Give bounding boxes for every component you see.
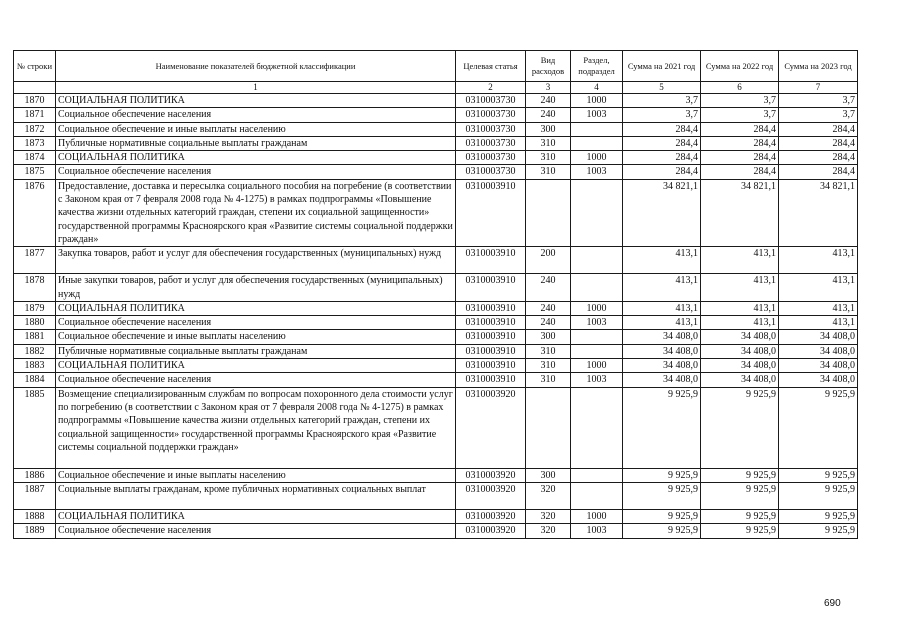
cell-sum-2023: 413,1	[779, 274, 858, 302]
budget-table	[13, 50, 858, 539]
cell-section: 1000	[571, 301, 623, 315]
table-body	[14, 94, 858, 539]
column-number: 4	[571, 82, 623, 94]
cell-sum-2022: 413,1	[701, 274, 779, 302]
cell-sum-2023: 3,7	[779, 94, 858, 108]
cell-sum-2022: 9 925,9	[701, 524, 779, 538]
cell-sum-2023: 34 408,0	[779, 330, 858, 344]
cell-expense-type: 320	[526, 482, 571, 509]
cell-expense-type	[526, 179, 571, 246]
cell-name: СОЦИАЛЬНАЯ ПОЛИТИКА	[56, 151, 456, 165]
cell-sum-2022: 3,7	[701, 94, 779, 108]
cell-row-no: 1882	[14, 344, 56, 358]
cell-row-no: 1879	[14, 301, 56, 315]
cell-section: 1003	[571, 524, 623, 538]
header-sum-2022: Сумма на 2022 год	[701, 51, 779, 82]
table-row	[14, 247, 858, 274]
table-row	[14, 373, 858, 387]
cell-row-no: 1883	[14, 359, 56, 373]
table-row	[14, 330, 858, 344]
cell-sum-2021: 9 925,9	[623, 482, 701, 509]
cell-name: Возмещение специализированным службам по вопросам похоронного дела стоимости услуг по погребению (в соответствии с Законом края от 7 февраля 2008 года № 4-1275) в рамках подпрограммы «Повышение качества жизни отдельных категорий граждан, степени их социальной защищенности» государственной программы Красноярского края «Развитие системы социальной поддержки граждан»	[56, 387, 456, 468]
cell-row-no: 1870	[14, 94, 56, 108]
cell-row-no: 1873	[14, 136, 56, 150]
cell-sum-2022: 413,1	[701, 301, 779, 315]
table-row	[14, 316, 858, 330]
cell-sum-2023: 34 821,1	[779, 179, 858, 246]
cell-sum-2022: 34 408,0	[701, 359, 779, 373]
table-row	[14, 344, 858, 358]
table-row	[14, 165, 858, 179]
column-number: 1	[56, 82, 456, 94]
cell-section	[571, 247, 623, 274]
column-number-empty	[14, 82, 56, 94]
cell-section: 1003	[571, 108, 623, 122]
cell-expense-type: 200	[526, 247, 571, 274]
cell-expense-type	[526, 387, 571, 468]
cell-sum-2023: 413,1	[779, 316, 858, 330]
cell-name: Публичные нормативные социальные выплаты гражданам	[56, 344, 456, 358]
cell-sum-2021: 34 408,0	[623, 373, 701, 387]
cell-section	[571, 468, 623, 482]
cell-name: Закупка товаров, работ и услуг для обеспечения государственных (муниципальных) нужд	[56, 247, 456, 274]
cell-sum-2021: 9 925,9	[623, 468, 701, 482]
cell-sum-2023: 9 925,9	[779, 468, 858, 482]
cell-expense-type: 310	[526, 136, 571, 150]
table-row	[14, 151, 858, 165]
cell-section: 1003	[571, 373, 623, 387]
cell-section	[571, 482, 623, 509]
table-row	[14, 179, 858, 246]
cell-sum-2021: 3,7	[623, 108, 701, 122]
cell-sum-2022: 413,1	[701, 316, 779, 330]
cell-section	[571, 122, 623, 136]
header-section: Раздел, подраздел	[571, 51, 623, 82]
table-row	[14, 387, 858, 468]
table-row	[14, 136, 858, 150]
cell-section	[571, 387, 623, 468]
cell-sum-2022: 34 408,0	[701, 330, 779, 344]
cell-sum-2021: 413,1	[623, 301, 701, 315]
cell-sum-2023: 9 925,9	[779, 387, 858, 468]
cell-target: 0310003730	[456, 136, 526, 150]
cell-sum-2021: 9 925,9	[623, 509, 701, 523]
cell-target: 0310003910	[456, 179, 526, 246]
cell-target: 0310003910	[456, 247, 526, 274]
cell-name: СОЦИАЛЬНАЯ ПОЛИТИКА	[56, 94, 456, 108]
cell-section: 1000	[571, 359, 623, 373]
cell-sum-2023: 284,4	[779, 165, 858, 179]
cell-target: 0310003920	[456, 524, 526, 538]
cell-sum-2023: 284,4	[779, 122, 858, 136]
column-number: 6	[701, 82, 779, 94]
cell-section: 1000	[571, 94, 623, 108]
cell-row-no: 1880	[14, 316, 56, 330]
cell-target: 0310003730	[456, 108, 526, 122]
cell-sum-2021: 34 408,0	[623, 330, 701, 344]
cell-sum-2022: 3,7	[701, 108, 779, 122]
cell-target: 0310003920	[456, 482, 526, 509]
cell-sum-2023: 413,1	[779, 247, 858, 274]
cell-expense-type: 240	[526, 94, 571, 108]
cell-expense-type: 320	[526, 524, 571, 538]
cell-expense-type: 320	[526, 509, 571, 523]
header-sum-2023: Сумма на 2023 год	[779, 51, 858, 82]
cell-sum-2021: 284,4	[623, 136, 701, 150]
cell-sum-2021: 34 408,0	[623, 344, 701, 358]
cell-row-no: 1875	[14, 165, 56, 179]
cell-sum-2021: 34 408,0	[623, 359, 701, 373]
table-row	[14, 122, 858, 136]
cell-target: 0310003730	[456, 165, 526, 179]
cell-expense-type: 240	[526, 301, 571, 315]
cell-expense-type: 310	[526, 151, 571, 165]
cell-target: 0310003910	[456, 330, 526, 344]
cell-target: 0310003910	[456, 359, 526, 373]
cell-row-no: 1881	[14, 330, 56, 344]
cell-name: СОЦИАЛЬНАЯ ПОЛИТИКА	[56, 359, 456, 373]
cell-expense-type: 300	[526, 468, 571, 482]
column-number: 5	[623, 82, 701, 94]
cell-name: Предоставление, доставка и пересылка социального пособия на погребение (в соответствии с Законом края от 7 февраля 2008 года № 4-1275) в рамках подпрограммы «Повышение качества жизни отдельных категорий граждан, степени их социальной защищенности» государственной программы Красноярского края «Развитие системы социальной поддержки граждан»	[56, 179, 456, 246]
cell-expense-type: 310	[526, 344, 571, 358]
cell-sum-2021: 284,4	[623, 151, 701, 165]
column-number: 7	[779, 82, 858, 94]
cell-sum-2021: 9 925,9	[623, 524, 701, 538]
header-target: Целевая статья	[456, 51, 526, 82]
cell-sum-2022: 9 925,9	[701, 387, 779, 468]
table-row	[14, 359, 858, 373]
cell-target: 0310003920	[456, 387, 526, 468]
table-row	[14, 524, 858, 538]
cell-sum-2023: 34 408,0	[779, 359, 858, 373]
cell-sum-2022: 34 821,1	[701, 179, 779, 246]
cell-section	[571, 179, 623, 246]
cell-target: 0310003730	[456, 151, 526, 165]
cell-row-no: 1872	[14, 122, 56, 136]
cell-target: 0310003730	[456, 122, 526, 136]
cell-sum-2021: 284,4	[623, 165, 701, 179]
cell-section: 1003	[571, 316, 623, 330]
cell-name: Социальное обеспечение населения	[56, 524, 456, 538]
cell-expense-type: 300	[526, 122, 571, 136]
cell-expense-type: 310	[526, 373, 571, 387]
table-row	[14, 108, 858, 122]
cell-name: Иные закупки товаров, работ и услуг для обеспечения государственных (муниципальных) нужд	[56, 274, 456, 302]
cell-row-no: 1884	[14, 373, 56, 387]
table-row	[14, 301, 858, 315]
cell-sum-2022: 9 925,9	[701, 468, 779, 482]
cell-expense-type: 240	[526, 108, 571, 122]
table-row	[14, 509, 858, 523]
cell-section: 1000	[571, 509, 623, 523]
header-expense-type: Вид расходов	[526, 51, 571, 82]
cell-section	[571, 274, 623, 302]
cell-row-no: 1871	[14, 108, 56, 122]
table-row	[14, 274, 858, 302]
cell-row-no: 1878	[14, 274, 56, 302]
cell-expense-type: 310	[526, 165, 571, 179]
cell-target: 0310003730	[456, 94, 526, 108]
cell-sum-2022: 9 925,9	[701, 509, 779, 523]
cell-sum-2023: 284,4	[779, 136, 858, 150]
cell-section	[571, 136, 623, 150]
cell-sum-2022: 284,4	[701, 165, 779, 179]
cell-name: СОЦИАЛЬНАЯ ПОЛИТИКА	[56, 301, 456, 315]
cell-sum-2021: 3,7	[623, 94, 701, 108]
cell-sum-2021: 413,1	[623, 274, 701, 302]
cell-name: Социальное обеспечение населения	[56, 316, 456, 330]
cell-name: СОЦИАЛЬНАЯ ПОЛИТИКА	[56, 509, 456, 523]
table-row	[14, 468, 858, 482]
header-sum-2021: Сумма на 2021 год	[623, 51, 701, 82]
cell-sum-2023: 34 408,0	[779, 344, 858, 358]
cell-sum-2023: 3,7	[779, 108, 858, 122]
cell-name: Социальное обеспечение населения	[56, 108, 456, 122]
cell-sum-2021: 9 925,9	[623, 387, 701, 468]
header-row-no: № строки	[14, 51, 56, 82]
cell-sum-2023: 284,4	[779, 151, 858, 165]
cell-sum-2023: 413,1	[779, 301, 858, 315]
cell-sum-2022: 34 408,0	[701, 344, 779, 358]
cell-target: 0310003910	[456, 344, 526, 358]
cell-sum-2021: 413,1	[623, 247, 701, 274]
cell-section	[571, 330, 623, 344]
cell-row-no: 1876	[14, 179, 56, 246]
cell-row-no: 1887	[14, 482, 56, 509]
cell-name: Социальные выплаты гражданам, кроме публичных нормативных социальных выплат	[56, 482, 456, 509]
column-number: 2	[456, 82, 526, 94]
cell-section: 1000	[571, 151, 623, 165]
cell-sum-2023: 9 925,9	[779, 509, 858, 523]
cell-target: 0310003920	[456, 468, 526, 482]
cell-name: Социальное обеспечение и иные выплаты населению	[56, 122, 456, 136]
table-row	[14, 94, 858, 108]
table-row	[14, 482, 858, 509]
cell-sum-2022: 284,4	[701, 122, 779, 136]
cell-sum-2022: 284,4	[701, 151, 779, 165]
cell-expense-type: 240	[526, 316, 571, 330]
cell-expense-type: 310	[526, 359, 571, 373]
cell-sum-2021: 413,1	[623, 316, 701, 330]
cell-sum-2022: 34 408,0	[701, 373, 779, 387]
cell-row-no: 1874	[14, 151, 56, 165]
cell-sum-2023: 34 408,0	[779, 373, 858, 387]
cell-row-no: 1888	[14, 509, 56, 523]
header-row	[14, 51, 858, 82]
cell-row-no: 1886	[14, 468, 56, 482]
cell-row-no: 1889	[14, 524, 56, 538]
cell-sum-2022: 9 925,9	[701, 482, 779, 509]
cell-name: Социальное обеспечение населения	[56, 165, 456, 179]
cell-sum-2023: 9 925,9	[779, 524, 858, 538]
page-number: 690	[824, 598, 841, 609]
cell-name: Социальное обеспечение и иные выплаты населению	[56, 330, 456, 344]
cell-section	[571, 344, 623, 358]
cell-expense-type: 300	[526, 330, 571, 344]
header-name: Наименование показателей бюджетной классификации	[56, 51, 456, 82]
cell-name: Публичные нормативные социальные выплаты гражданам	[56, 136, 456, 150]
cell-expense-type: 240	[526, 274, 571, 302]
cell-sum-2023: 9 925,9	[779, 482, 858, 509]
cell-section: 1003	[571, 165, 623, 179]
cell-target: 0310003910	[456, 301, 526, 315]
cell-target: 0310003910	[456, 316, 526, 330]
cell-name: Социальное обеспечение населения	[56, 373, 456, 387]
cell-sum-2022: 284,4	[701, 136, 779, 150]
cell-sum-2021: 34 821,1	[623, 179, 701, 246]
column-number: 3	[526, 82, 571, 94]
cell-row-no: 1877	[14, 247, 56, 274]
column-number-row	[14, 82, 858, 94]
cell-row-no: 1885	[14, 387, 56, 468]
cell-sum-2022: 413,1	[701, 247, 779, 274]
cell-sum-2021: 284,4	[623, 122, 701, 136]
cell-target: 0310003910	[456, 373, 526, 387]
cell-name: Социальное обеспечение и иные выплаты населению	[56, 468, 456, 482]
cell-target: 0310003910	[456, 274, 526, 302]
cell-target: 0310003920	[456, 509, 526, 523]
